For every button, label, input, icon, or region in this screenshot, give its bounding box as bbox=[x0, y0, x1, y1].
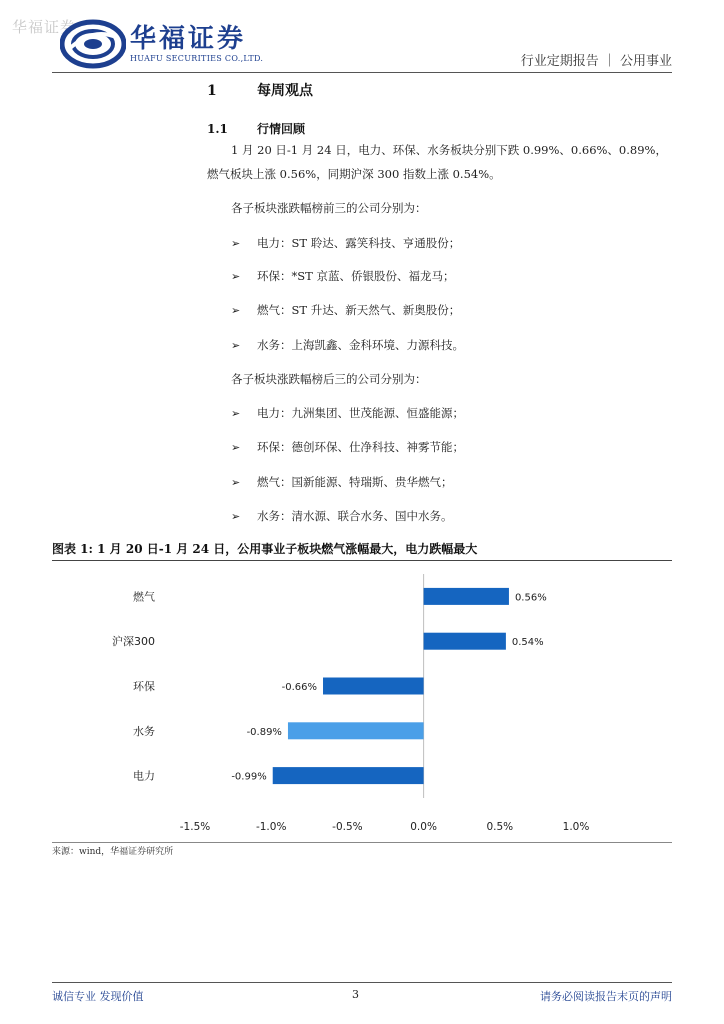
x-tick-label: 1.0% bbox=[562, 821, 590, 833]
bullet-arrow-icon: ➢ bbox=[231, 237, 241, 250]
category-label: 电力 bbox=[133, 769, 155, 783]
list-item: ➢ 电力：ST 聆达、露笑科技、亨通股份； bbox=[231, 236, 461, 250]
logo-company-name: 华福证券 bbox=[130, 24, 247, 54]
figure-title: 图表 1: 1 月 20 日-1 月 24 日，公用事业子板块燃气涨幅最大，电力跌幅最大 bbox=[52, 542, 478, 556]
x-tick-label: 0.0% bbox=[410, 821, 437, 833]
list-item: ➢ 电力：九洲集团、世茂能源、恒盛能源； bbox=[231, 406, 464, 420]
data-label: -0.99% bbox=[231, 771, 267, 783]
bar bbox=[424, 633, 506, 650]
bar bbox=[424, 588, 509, 605]
list-item: ➢ 环保：德创环保、仕净科技、神雾节能； bbox=[231, 440, 464, 454]
company-logo-icon bbox=[60, 18, 126, 70]
report-type: 行业定期报告 ｜ 公用事业 bbox=[520, 54, 672, 69]
list-item: ➢ 环保：*ST 京蓝、侨银股份、福龙马； bbox=[231, 269, 455, 283]
category-label: 环保 bbox=[133, 680, 155, 693]
section-heading-1 bbox=[207, 80, 313, 100]
bullet-arrow-icon: ➢ bbox=[231, 304, 241, 317]
figure-source: 来源：wind，华福证券研究所 bbox=[52, 847, 174, 857]
data-label: 0.56% bbox=[514, 592, 547, 604]
company-logo bbox=[60, 16, 270, 72]
logo-company-english: HUAFU SECURITIES CO.,LTD. bbox=[130, 54, 264, 63]
page-number: 3 bbox=[352, 988, 359, 1001]
watermark: 华福证券 bbox=[12, 18, 77, 36]
sector-change-bar-chart bbox=[52, 562, 672, 840]
x-tick-label: 0.5% bbox=[486, 821, 514, 833]
bullet-arrow-icon: ➢ bbox=[231, 270, 241, 283]
footer-disclaimer: 请务必阅读报告末页的声明 bbox=[540, 990, 672, 1003]
x-tick-label: -1.0% bbox=[255, 821, 287, 833]
footer-divider bbox=[52, 982, 672, 983]
category-label: 沪深300 bbox=[112, 635, 155, 649]
list-item: ➢ 水务：清水源、联合水务、国中水务。 bbox=[231, 509, 453, 523]
bottom-losers-intro: 各子板块涨跌幅榜后三的公司分别为： bbox=[231, 372, 427, 386]
footer-slogan: 诚信专业 发现价值 bbox=[52, 990, 144, 1003]
bullet-arrow-icon: ➢ bbox=[231, 510, 241, 523]
list-item: ➢ 燃气：ST 升达、新天然气、新奥股份； bbox=[231, 303, 461, 317]
bar bbox=[288, 722, 424, 739]
bar bbox=[273, 767, 424, 784]
category-label: 燃气 bbox=[133, 590, 155, 604]
figure-bottom-rule bbox=[52, 842, 672, 843]
data-label: -0.66% bbox=[281, 682, 318, 693]
section-title: 每周观点 bbox=[257, 83, 313, 99]
x-tick-label: -1.5% bbox=[179, 821, 211, 833]
list-item: ➢ 水务：上海凯鑫、金科环境、力源科技。 bbox=[231, 338, 464, 352]
data-label: -0.89% bbox=[246, 726, 282, 738]
bullet-arrow-icon: ➢ bbox=[231, 441, 241, 454]
list-item: ➢ 燃气：国新能源、特瑞斯、贵华燃气； bbox=[231, 475, 453, 489]
figure-top-rule bbox=[52, 560, 672, 561]
subsection-number: 1.1 bbox=[207, 122, 228, 136]
x-tick-label: -0.5% bbox=[332, 821, 363, 833]
category-label: 水务 bbox=[133, 724, 155, 738]
bullet-arrow-icon: ➢ bbox=[231, 339, 241, 352]
data-label: 0.54% bbox=[511, 637, 544, 649]
section-number: 1 bbox=[207, 83, 217, 99]
section-heading-1-1 bbox=[207, 120, 305, 137]
bar bbox=[323, 678, 424, 695]
market-review-paragraph: 1 月 20 日-1 月 24 日，电力、环保、水务板块分别下跌 0.99%、0.66%、0.89%，燃气板块上涨 0.56%，同期沪深 300 指数上涨 0.54%。 bbox=[207, 143, 667, 181]
bullet-arrow-icon: ➢ bbox=[231, 407, 241, 420]
top-gainers-intro: 各子板块涨跌幅榜前三的公司分别为： bbox=[231, 201, 427, 215]
header-divider bbox=[52, 72, 672, 73]
bullet-arrow-icon: ➢ bbox=[231, 476, 241, 489]
subsection-title: 行情回顾 bbox=[257, 122, 306, 136]
